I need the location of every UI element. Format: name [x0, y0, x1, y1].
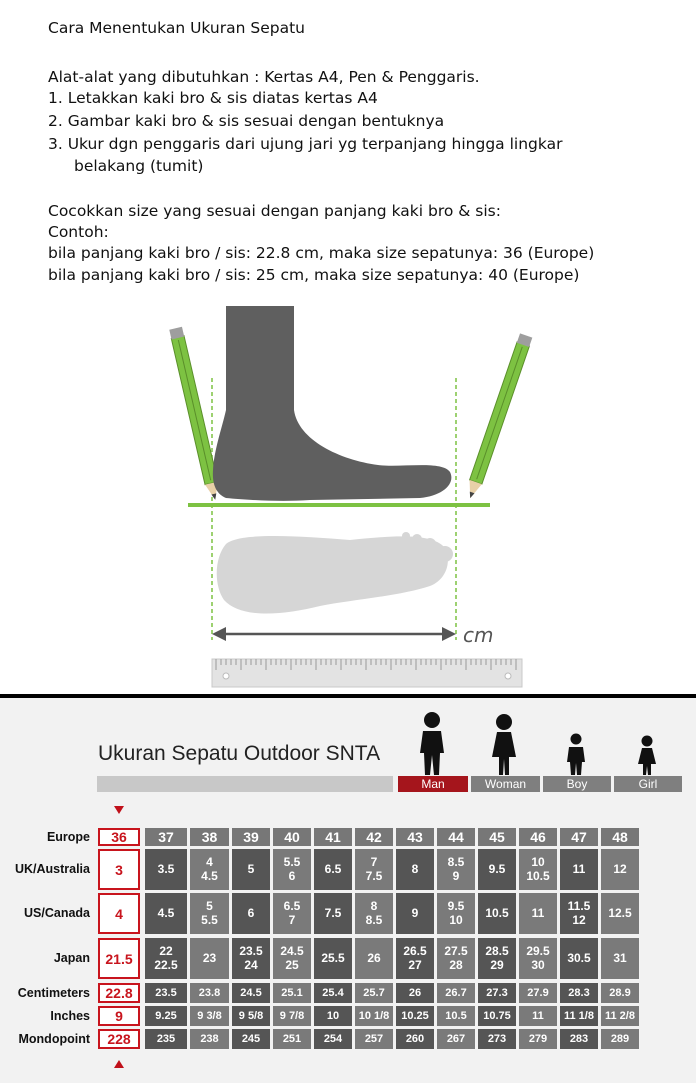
size-cell — [273, 983, 311, 1003]
size-cell — [273, 938, 311, 979]
size-cell — [145, 828, 187, 846]
size-cell — [190, 983, 229, 1003]
size-cell — [519, 849, 557, 890]
size-cell — [560, 983, 598, 1003]
example-label: Contoh: — [48, 223, 109, 241]
size-cell — [190, 938, 229, 979]
size-value: 27.3 — [486, 986, 508, 999]
size-value: 7.5 — [324, 905, 342, 920]
size-value: 257 — [364, 1032, 384, 1045]
size-value: 25.7 — [363, 986, 385, 999]
size-cell — [437, 893, 475, 934]
size-value: 12 — [613, 861, 627, 876]
size-value: 48 — [612, 828, 628, 845]
size-cell — [314, 849, 352, 890]
boy-icon — [566, 733, 586, 775]
size-cell — [396, 938, 434, 979]
size-cell — [396, 849, 434, 890]
size-value: 7 — [370, 854, 378, 869]
size-cell — [273, 849, 311, 890]
size-value: 37 — [158, 828, 174, 845]
size-value: 289 — [610, 1032, 630, 1045]
size-cell — [396, 1006, 434, 1026]
size-cell — [560, 938, 598, 979]
size-value: 267 — [446, 1032, 466, 1045]
unit-label: cm — [463, 623, 494, 647]
size-value: 10.25 — [401, 1009, 429, 1022]
step-1: 1. Letakkan kaki bro & sis diatas kertas A4 — [48, 89, 378, 107]
size-value: 10 — [531, 854, 545, 869]
size-cell — [437, 938, 475, 979]
size-cell — [314, 1006, 352, 1026]
size-value: 10 — [326, 1009, 340, 1022]
category-woman[interactable]: Woman — [471, 776, 540, 792]
size-value: 24.5 — [240, 986, 262, 999]
size-value: 47 — [571, 828, 587, 845]
size-cell — [560, 893, 598, 934]
size-value: 10 — [449, 912, 463, 927]
size-value: 12.5 — [608, 905, 632, 920]
size-value: 11 — [532, 1009, 544, 1022]
size-value: 28.9 — [609, 986, 631, 999]
size-cell — [519, 938, 557, 979]
size-value: 279 — [528, 1032, 548, 1045]
size-value: 9 5/8 — [238, 1009, 264, 1022]
size-cell — [314, 1029, 352, 1049]
size-value: 31 — [613, 950, 627, 965]
size-value: 235 — [156, 1032, 176, 1045]
size-cell — [232, 938, 270, 979]
size-cell — [145, 1006, 187, 1026]
size-cell — [519, 1006, 557, 1026]
size-value: 283 — [569, 1032, 589, 1045]
row-label: US/Canada — [24, 906, 90, 920]
size-cell — [145, 893, 187, 934]
size-value: 5 — [247, 861, 255, 876]
size-value: 9.5 — [488, 861, 506, 876]
size-value: 23.5 — [155, 986, 177, 999]
size-cell — [437, 1006, 475, 1026]
title-bar — [97, 776, 393, 792]
size-cell — [355, 1006, 393, 1026]
size-cell — [273, 828, 311, 846]
step-2: 2. Gambar kaki bro & sis sesuai dengan bentuknya — [48, 112, 445, 130]
size-cell — [314, 983, 352, 1003]
size-cell — [601, 1029, 639, 1049]
size-cell — [314, 828, 352, 846]
size-value: 11 — [531, 905, 545, 920]
size-cell — [519, 1029, 557, 1049]
size-cell — [314, 938, 352, 979]
size-cell — [355, 849, 393, 890]
size-cell — [314, 893, 352, 934]
size-value: 30.5 — [567, 950, 591, 965]
size-cell — [355, 828, 393, 846]
size-value: 11 1/8 — [564, 1009, 594, 1022]
size-value: 4 — [206, 854, 213, 869]
size-cell — [232, 893, 270, 934]
size-cell — [396, 828, 434, 846]
size-value: 29 — [490, 957, 504, 972]
size-cell — [190, 849, 229, 890]
selected-size-cell: 4 — [98, 893, 140, 934]
size-cell — [437, 983, 475, 1003]
match-line: Cocokkan size yang sesuai dengan panjang kaki bro & sis: — [48, 202, 501, 220]
size-value: 11 — [572, 861, 586, 876]
row-label: UK/Australia — [14, 862, 90, 876]
size-cell — [478, 849, 516, 890]
size-value: 9 3/8 — [197, 1009, 222, 1022]
size-cell — [190, 893, 229, 934]
size-value: 9 — [411, 905, 419, 920]
size-value: 26.5 — [403, 943, 427, 958]
size-value: 7 — [288, 912, 296, 927]
step-3-continued: belakang (tumit) — [74, 157, 204, 175]
footprint-icon — [217, 536, 448, 614]
size-cell — [478, 893, 516, 934]
size-cell — [232, 828, 270, 846]
size-value: 6.5 — [283, 898, 301, 913]
row-label: Europe — [46, 830, 90, 844]
size-value: 25.4 — [322, 986, 344, 999]
category-girl[interactable]: Girl — [614, 776, 682, 792]
size-value: 27.5 — [444, 943, 468, 958]
size-value: 260 — [405, 1032, 425, 1045]
size-cell — [190, 1029, 229, 1049]
woman-icon — [491, 713, 517, 775]
size-cell — [145, 1029, 187, 1049]
size-value: 4.5 — [157, 905, 175, 920]
size-value: 9 7/8 — [279, 1009, 305, 1022]
size-cell — [478, 828, 516, 846]
size-cell — [145, 938, 187, 979]
row-label: Japan — [53, 951, 90, 965]
size-value: 43 — [407, 828, 423, 845]
size-value: 238 — [200, 1032, 219, 1045]
size-cell — [273, 893, 311, 934]
size-cell — [519, 983, 557, 1003]
size-cell — [560, 828, 598, 846]
size-value: 23 — [202, 950, 217, 965]
size-value: 10.5 — [485, 905, 509, 920]
size-value: 38 — [201, 828, 218, 845]
size-value: 7.5 — [365, 868, 383, 883]
size-value: 26 — [408, 986, 422, 999]
size-cell — [145, 849, 187, 890]
size-value: 27.9 — [527, 986, 549, 999]
size-value: 6.5 — [324, 861, 342, 876]
size-value: 254 — [323, 1032, 343, 1045]
selected-size-cell: 3 — [98, 849, 140, 890]
size-cell — [560, 1029, 598, 1049]
size-cell — [601, 1006, 639, 1026]
step-3: 3. Ukur dgn penggaris dari ujung jari yg terpanjang hingga lingkar — [48, 135, 563, 153]
size-value: 8.5 — [365, 912, 383, 927]
selected-size-cell: 228 — [98, 1029, 140, 1049]
size-value: 23.5 — [239, 943, 263, 958]
size-value: 11.5 — [567, 898, 591, 913]
size-value: 6 — [288, 868, 296, 883]
size-cell — [478, 1029, 516, 1049]
size-cell — [519, 893, 557, 934]
size-value: 12 — [572, 912, 586, 927]
size-value: 28 — [449, 957, 463, 972]
selected-size-cell: 9 — [98, 1006, 140, 1026]
size-cell — [273, 1029, 311, 1049]
row-label: Inches — [50, 1009, 90, 1023]
size-cell — [355, 1029, 393, 1049]
arrow-down-icon — [114, 806, 124, 814]
size-value: 27 — [408, 957, 422, 972]
size-cell — [560, 849, 598, 890]
size-cell — [601, 983, 639, 1003]
size-cell — [437, 828, 475, 846]
size-value: 5.5 — [283, 854, 301, 869]
right-pencil-icon — [464, 333, 532, 500]
size-cell — [355, 938, 393, 979]
size-cell — [190, 1006, 229, 1026]
size-value: 5.5 — [201, 912, 218, 927]
size-value: 10 1/8 — [358, 1009, 390, 1022]
size-value: 24 — [244, 957, 258, 972]
size-value: 28.3 — [568, 986, 590, 999]
size-cell — [437, 849, 475, 890]
man-icon — [418, 711, 446, 775]
size-value: 26.7 — [445, 986, 467, 999]
size-cell — [190, 828, 229, 846]
instructions-heading: Cara Menentukan Ukuran Sepatu — [48, 19, 305, 37]
row-label: Centimeters — [17, 986, 90, 1000]
size-cell — [355, 983, 393, 1003]
category-man[interactable]: Man — [398, 776, 468, 792]
size-value: 25.1 — [281, 986, 303, 999]
size-value: 23.8 — [198, 986, 221, 999]
size-value: 40 — [284, 828, 300, 845]
size-value: 3.5 — [157, 861, 175, 876]
arrow-up-icon — [114, 1060, 124, 1068]
size-value: 29.5 — [526, 943, 550, 958]
size-cell — [601, 893, 639, 934]
size-value: 39 — [243, 828, 259, 845]
size-value: 251 — [282, 1032, 302, 1045]
size-value: 26 — [367, 950, 381, 965]
size-value: 6 — [247, 905, 255, 920]
size-value: 25 — [285, 957, 299, 972]
size-cell — [478, 938, 516, 979]
size-value: 9 — [452, 868, 460, 883]
selected-size-cell: 36 — [98, 828, 140, 846]
size-cell — [437, 1029, 475, 1049]
size-cell — [396, 1029, 434, 1049]
size-value: 9.25 — [155, 1009, 177, 1022]
size-value: 273 — [487, 1032, 507, 1045]
size-cell — [478, 983, 516, 1003]
size-value: 24.5 — [280, 943, 304, 958]
size-value: 28.5 — [485, 943, 509, 958]
size-value: 10.5 — [445, 1009, 467, 1022]
example-2: bila panjang kaki bro / sis: 25 cm, maka size sepatunya: 40 (Europe) — [48, 266, 580, 284]
size-cell — [232, 1006, 270, 1026]
size-value: 41 — [325, 828, 341, 845]
row-label: Mondopoint — [18, 1032, 90, 1046]
size-value: 9.5 — [447, 898, 465, 913]
size-value: 30 — [531, 957, 545, 972]
size-cell — [519, 828, 557, 846]
size-cell — [232, 1029, 270, 1049]
size-cell — [601, 828, 639, 846]
size-value: 245 — [241, 1032, 261, 1045]
size-value: 5 — [206, 898, 213, 913]
size-cell — [396, 893, 434, 934]
size-cell — [560, 1006, 598, 1026]
size-cell — [232, 849, 270, 890]
size-value: 8 — [411, 861, 419, 876]
size-cell — [601, 849, 639, 890]
foot-measure-illustration — [160, 300, 540, 692]
size-value: 22 — [159, 943, 173, 958]
size-cell — [273, 1006, 311, 1026]
size-value: 25.5 — [321, 950, 345, 965]
size-value: 8.5 — [447, 854, 465, 869]
size-cell — [478, 1006, 516, 1026]
size-value: 4.5 — [201, 868, 218, 883]
selected-size-cell: 22.8 — [98, 983, 140, 1003]
ruler-icon — [212, 659, 522, 687]
size-value: 10.75 — [483, 1009, 511, 1022]
size-value: 46 — [530, 828, 546, 845]
selected-size-cell: 21.5 — [98, 938, 140, 979]
size-cell — [601, 938, 639, 979]
size-value: 8 — [370, 898, 378, 913]
size-cell — [396, 983, 434, 1003]
example-1: bila panjang kaki bro / sis: 22.8 cm, maka size sepatunya: 36 (Europe) — [48, 244, 595, 262]
size-value: 45 — [489, 828, 505, 845]
size-value: 42 — [366, 828, 382, 845]
size-value: 22.5 — [154, 957, 178, 972]
girl-icon — [637, 735, 657, 775]
tools-line: Alat-alat yang dibutuhkan : Kertas A4, Pen & Penggaris. — [48, 68, 480, 86]
size-cell — [145, 983, 187, 1003]
size-cell — [355, 893, 393, 934]
category-boy[interactable]: Boy — [543, 776, 611, 792]
foot-side-icon — [213, 306, 452, 501]
size-value: 10.5 — [526, 868, 550, 883]
size-cell — [232, 983, 270, 1003]
size-value: 11 2/8 — [605, 1009, 635, 1022]
size-value: 44 — [448, 828, 464, 845]
chart-title: Ukuran Sepatu Outdoor SNTA — [98, 742, 381, 765]
